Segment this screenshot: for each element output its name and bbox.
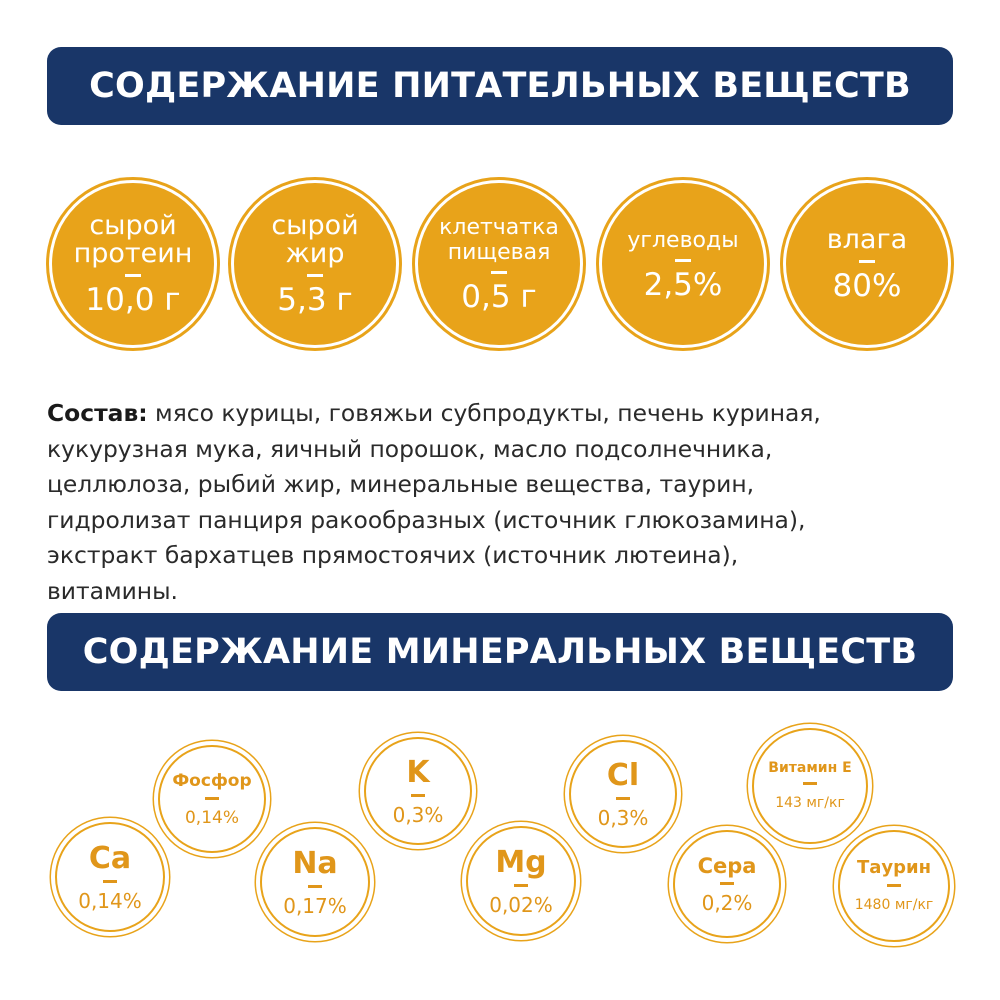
mineral-circle-phosphorus xyxy=(158,745,266,853)
mineral-value: 0,14% xyxy=(78,888,142,913)
minerals-banner xyxy=(47,613,953,691)
nutrients-banner xyxy=(47,47,953,125)
mineral-value: 0,3% xyxy=(597,805,649,830)
nutrient-label: жир xyxy=(285,238,345,269)
dash-divider xyxy=(411,794,425,797)
nutrient-label: сырой xyxy=(271,210,359,241)
nutrient-label: клетчатка xyxy=(439,215,559,240)
dash-divider xyxy=(307,274,323,277)
mineral-circle-vitamin-e xyxy=(752,728,868,844)
composition-line: экстракт бархатцев прямостоячих (источник лютеина), xyxy=(47,541,739,569)
mineral-circle-cl xyxy=(569,740,677,848)
dash-divider xyxy=(887,884,901,887)
nutrient-value: 5,3 г xyxy=(277,282,353,318)
mineral-circle-k xyxy=(364,737,472,845)
nutrient-circle-fat xyxy=(234,183,396,345)
dash-divider xyxy=(616,797,630,800)
composition-line: витамины. xyxy=(47,576,178,605)
nutrient-circle-moisture xyxy=(786,183,948,345)
mineral-circle-sulfur xyxy=(673,830,781,938)
mineral-name: Ca xyxy=(88,840,132,876)
nutrient-value: 2,5% xyxy=(643,266,723,303)
nutrients-title: СОДЕРЖАНИЕ ПИТАТЕЛЬНЫХ ВЕЩЕСТВ xyxy=(89,66,911,106)
nutrient-value: 0,5 г xyxy=(461,279,537,315)
composition-label: Состав: xyxy=(47,399,148,427)
nutrient-circle-carbs xyxy=(602,183,764,345)
mineral-name: Mg xyxy=(495,844,547,880)
nutrient-label: углеводы xyxy=(627,227,739,253)
composition-text xyxy=(47,396,967,609)
dash-divider xyxy=(803,782,817,785)
mineral-value: 0,3% xyxy=(392,802,444,827)
mineral-value: 0,2% xyxy=(701,890,753,915)
mineral-value: 143 мг/кг xyxy=(775,794,845,811)
mineral-name: K xyxy=(406,754,430,790)
minerals-title: СОДЕРЖАНИЕ МИНЕРАЛЬНЫХ ВЕЩЕСТВ xyxy=(82,632,918,672)
composition-line: кукурузная мука, яичный порошок, масло подсолнечника, xyxy=(47,434,773,463)
mineral-name: Cl xyxy=(606,757,640,793)
dash-divider xyxy=(125,274,141,277)
mineral-value: 0,02% xyxy=(489,892,553,917)
composition-line: гидролизат панциря ракообразных (источник глюкозамина), xyxy=(47,505,806,534)
nutrient-circle-fiber xyxy=(418,183,580,345)
dash-divider xyxy=(103,880,117,883)
mineral-circle-mg xyxy=(466,826,576,936)
dash-divider xyxy=(859,260,875,263)
nutrient-label: протеин xyxy=(73,238,193,269)
dash-divider xyxy=(720,882,734,885)
mineral-value: 0,14% xyxy=(184,807,239,828)
nutrient-label: сырой xyxy=(89,210,177,241)
mineral-name: Таурин xyxy=(856,856,932,878)
dash-divider xyxy=(308,885,322,888)
mineral-circle-ca xyxy=(55,822,165,932)
composition-line: мясо курицы, говяжьи субпродукты, печень куриная, xyxy=(147,399,821,427)
mineral-circle-taurine xyxy=(838,830,950,942)
dash-divider xyxy=(675,259,691,262)
nutrient-label: влага xyxy=(826,224,908,255)
nutrient-label: пищевая xyxy=(447,240,551,265)
dash-divider xyxy=(514,884,528,887)
composition-line: целлюлоза, рыбий жир, минеральные вещества, таурин, xyxy=(47,470,755,498)
mineral-name: Na xyxy=(292,845,338,881)
dash-divider xyxy=(205,797,219,800)
mineral-name: Витамин Е xyxy=(768,759,852,776)
mineral-value: 1480 мг/кг xyxy=(854,896,934,913)
mineral-name: Сера xyxy=(697,853,757,878)
dash-divider xyxy=(491,271,507,274)
nutrient-value: 80% xyxy=(832,268,902,304)
nutrient-circle-protein xyxy=(52,183,214,345)
nutrient-value: 10,0 г xyxy=(85,282,181,318)
mineral-circle-na xyxy=(260,827,370,937)
mineral-value: 0,17% xyxy=(283,893,347,918)
mineral-name: Фосфор xyxy=(172,770,252,791)
